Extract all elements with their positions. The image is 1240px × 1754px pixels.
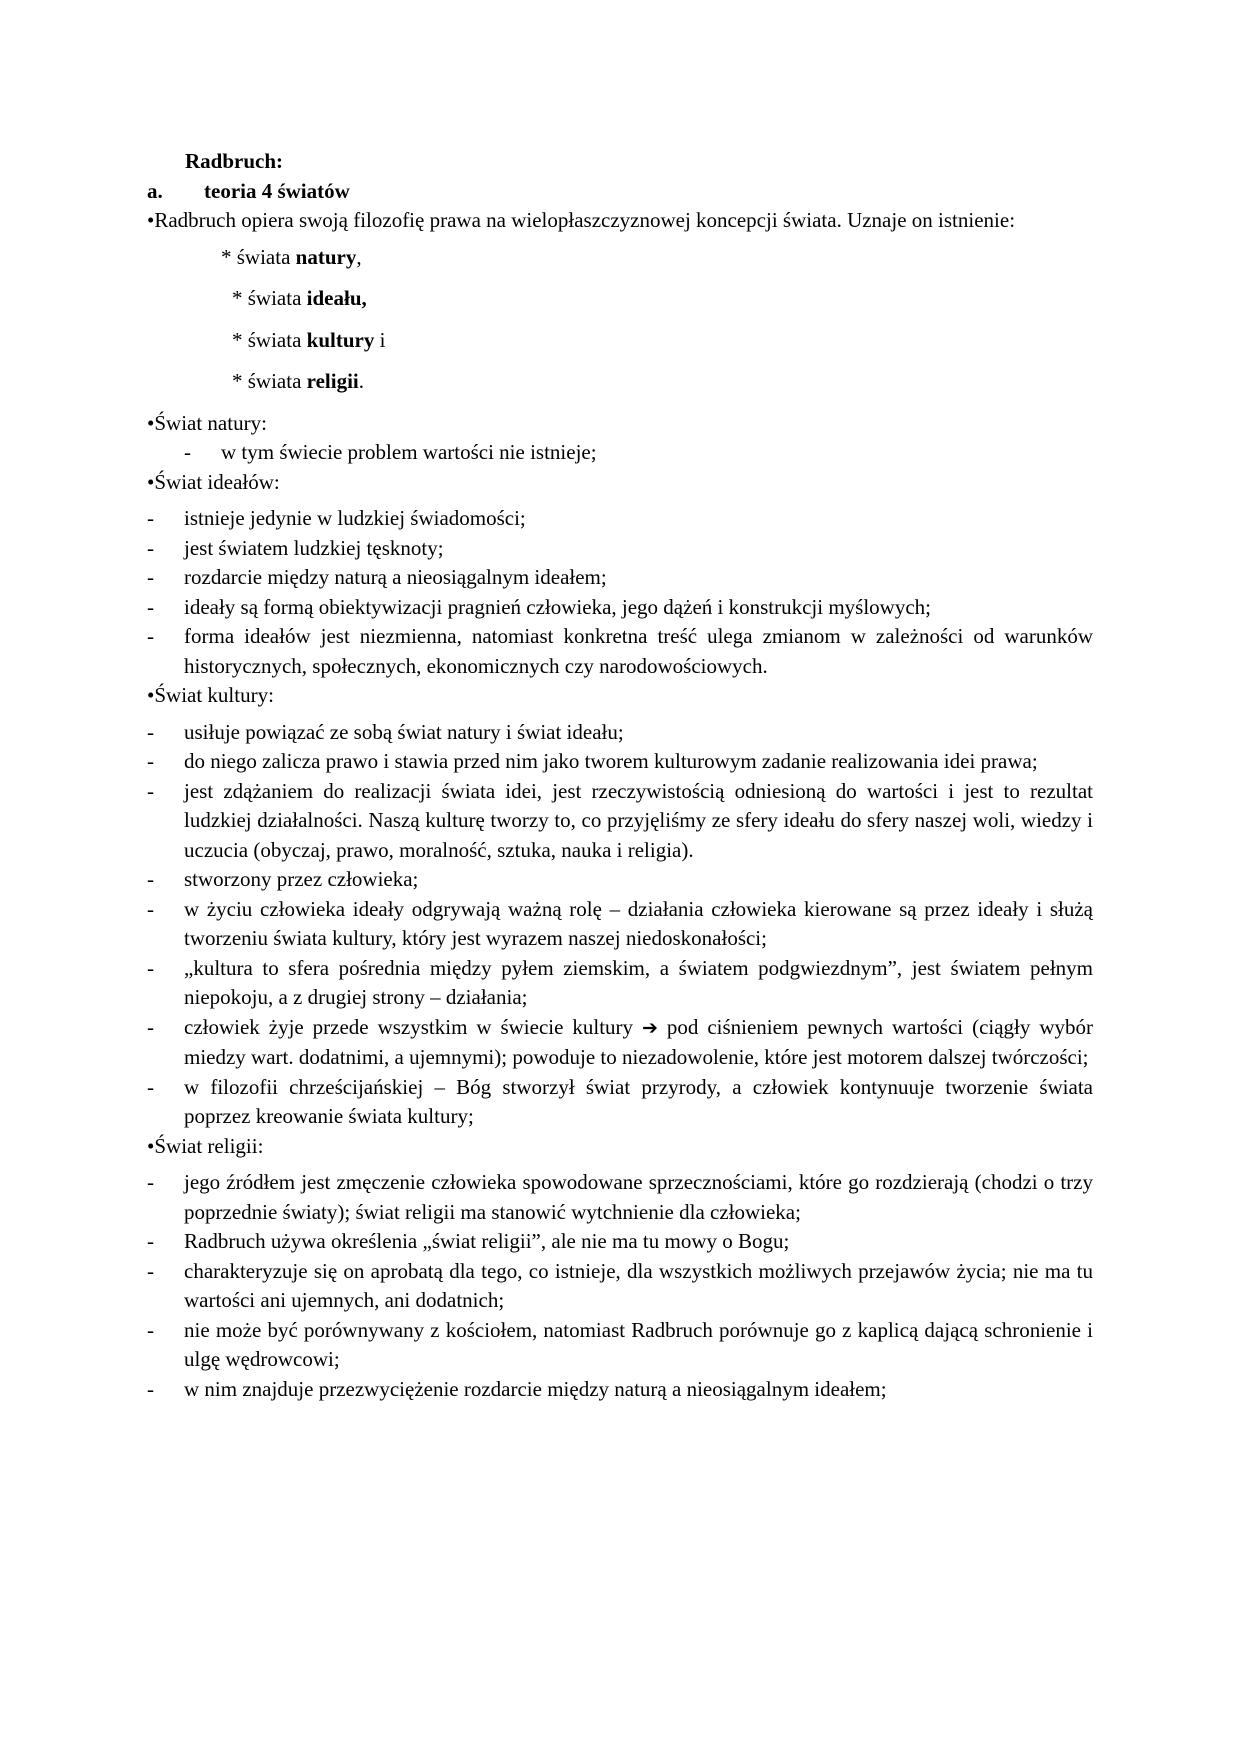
section-heading-ideals: •Świat ideałów: bbox=[147, 469, 280, 494]
list-item: - jest zdążaniem do realizacji świata idei, jest rzeczywistością odniesioną do wartości i jest to rezultat ludzkiej działalności. Naszą kulturę tworzy to, co przyjęliśmy ze sfery ideału do sfery naszej woli, wiedzy i uczucia (obyczaj, prawo, moralność, sztuka, nauka i religia). bbox=[147, 778, 1093, 862]
document-title: Radbruch: bbox=[185, 149, 284, 173]
world-item: * świata ideału, bbox=[232, 286, 367, 310]
list-item: - ideały są formą obiektywizacji pragnień człowieka, jego dążeń i konstrukcji myślowych; bbox=[147, 594, 932, 619]
list-item: - rozdarcie między naturą a nieosiągalnym ideałem; bbox=[147, 565, 607, 589]
worlds-list bbox=[147, 243, 1093, 397]
world-item: * świata natury, bbox=[221, 244, 362, 269]
right-arrow-icon: ➔ bbox=[642, 1016, 658, 1039]
list-item: - stworzony przez człowieka; bbox=[147, 867, 419, 891]
list-item: - do niego zalicza prawo i stawia przed nim jako tworem kulturowym zadanie realizowania idei prawa; bbox=[147, 749, 1038, 773]
religion-list bbox=[147, 1168, 1093, 1404]
section-heading-culture: •Świat kultury: bbox=[147, 683, 274, 707]
document-content bbox=[147, 147, 1093, 1404]
world-item: * świata kultury i bbox=[232, 327, 386, 352]
list-item: - w filozofii chrześcijańskiej – Bóg stworzył świat przyrody, a człowiek kontynuuje tworzenie świata poprzez kreowanie świata kultury; bbox=[147, 1074, 1093, 1128]
list-item: - człowiek żyje przede wszystkim w świecie kultury ➔ pod ciśnieniem pewnych wartości (ciągły wybór miedzy wart. dodatnimi, a ujemnymi); powoduje to niezadowolenie, które jest motorem dalszej twórczości; bbox=[147, 1014, 1093, 1069]
subheading-number: a. bbox=[147, 178, 163, 203]
section-heading-religion: •Świat religii: bbox=[147, 1133, 264, 1158]
nature-list bbox=[147, 438, 1093, 468]
world-item: * świata religii. bbox=[232, 369, 365, 393]
list-item: - „kultura to sfera pośrednia między pyłem ziemskim, a światem podgwiezdnym”, jest światem pełnym niepokoju, a z drugiej strony – działania; bbox=[147, 955, 1093, 1009]
culture-list bbox=[147, 718, 1093, 1132]
list-item: - w nim znajduje przezwyciężenie rozdarcie między naturą a nieosiągalnym ideałem; bbox=[147, 1376, 887, 1401]
list-item: - charakteryzuje się on aprobatą dla tego, co istnieje, dla wszystkich możliwych przejawów życia; nie ma tu wartości ani ujemnych, ani dodatnich; bbox=[147, 1258, 1093, 1312]
list-item: - jest światem ludzkiej tęsknoty; bbox=[147, 535, 444, 560]
subheading-text: teoria 4 światów bbox=[204, 178, 350, 203]
list-item: - w tym świecie problem wartości nie istnieje; bbox=[184, 440, 597, 464]
list-item: - forma ideałów jest niezmienna, natomiast konkretna treść ulega zmianom w zależności od warunków historycznych, społecznych, ekonomicznych czy narodowościowych. bbox=[147, 624, 1093, 678]
intro-paragraph: •Radbruch opiera swoją filozofię prawa na wielopłaszczyznowej koncepcji świata. Uznaje on istnienie: bbox=[147, 208, 1016, 232]
section-heading-nature: •Świat natury: bbox=[147, 410, 267, 435]
list-item: - nie może być porównywany z kościołem, natomiast Radbruch porównuje go z kaplicą dającą schronienie i ulgę wędrowcowi; bbox=[147, 1317, 1093, 1371]
ideals-list bbox=[147, 504, 1093, 681]
list-item: - Radbruch używa określenia „świat religii”, ale nie ma tu mowy o Bogu; bbox=[147, 1229, 790, 1253]
subheading bbox=[147, 177, 1093, 207]
list-item: - w życiu człowieka ideały odgrywają ważną rolę – działania człowieka kierowane są przez ideały i służą tworzeniu świata kultury, który jest wyrazem naszej niedoskonałości; bbox=[147, 896, 1093, 950]
list-item: - usiłuje powiązać ze sobą świat natury i świat ideału; bbox=[147, 719, 624, 744]
list-item: - jego źródłem jest zmęczenie człowieka spowodowane sprzecznościami, które go rozdzierają (chodzi o trzy poprzednie światy); świat religii ma stanowić wytchnienie dla człowieka; bbox=[147, 1170, 1093, 1224]
list-item: - istnieje jedynie w ludzkiej świadomości; bbox=[147, 506, 526, 530]
